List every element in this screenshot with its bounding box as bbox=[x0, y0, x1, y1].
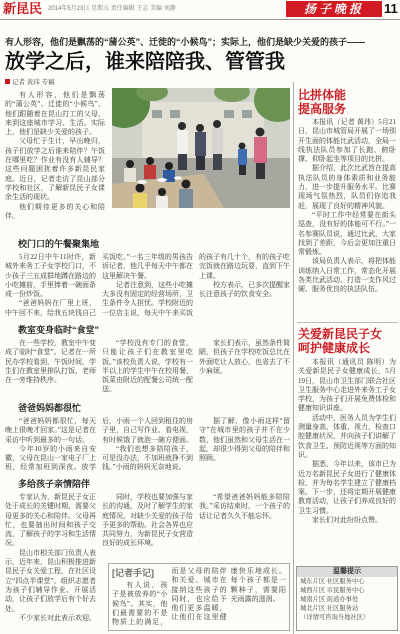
body-paragraph: 昆山市相关部门负责人表示，近年来，昆山积极推进新昆民子女关爱工程，在社区设立“四点半课堂”，组织志愿者为孩子们辅导作业、开展活动，让孩子们放学后有个好去处。 bbox=[5, 548, 96, 613]
section-title: 教室变身临时“食堂” bbox=[18, 325, 100, 335]
body-paragraph: 据了解，像小雨这样“留守”在城市里的孩子并不在少数，他们虽然和父母生活在一起，却很少得到父母的陪伴和照顾。 bbox=[199, 417, 290, 463]
sidebar-rule bbox=[297, 322, 398, 323]
body-paragraph: “爸爸妈妈在厂里上班，中午回不来，给我五块钱自己买饭吃。”一名三年级的男孩告诉记者，他几乎每天中午都在这里解决午餐。 bbox=[5, 253, 193, 317]
headline: 放学之后，谁来陪陪我、管管我 bbox=[5, 51, 285, 73]
sidebar-paragraph: 据介绍，此次比武旨在提高执法队员的身体素质和业务能力，进一步提升服务水平。比赛现场气氛热烈，队员们你追我赶，展现了良好的精神风貌。 bbox=[298, 164, 396, 210]
section-title: 校门口的午餐聚集地 bbox=[18, 239, 100, 249]
notice-title: 温馨提示 bbox=[297, 567, 397, 577]
sidebar-paragraph: 本报讯（通讯员 陈明）为关爱新昆民子女健康成长，5月19日，昆山市卫生部门联合社区卫生服务中心走进外来务工子女学校，为孩子们开展免费体检和健康知识讲座。 bbox=[298, 358, 396, 413]
body-paragraph: “希望爸爸妈妈能多陪陪我。”采访结束时，一个孩子的话让记者久久不能忘怀。 bbox=[199, 493, 290, 520]
body-paragraph: 今年10岁的小雨来自安徽，父母在昆山一家电子厂上班，经常加班到深夜。放学后，小雨一个人回到租住的房子里，自己写作业、看电视，有时候饿了就泡一碗方便面。 bbox=[5, 417, 193, 472]
sidebar-title-line: 呵护健康成长 bbox=[298, 341, 371, 355]
notes-paragraph: 有人说，孩子是被放养的“小候鸟”。其实，他们最需要的不是物质上的满足，而是父母的陪伴和关爱。城市在接纳这些孩子的同时，也应给予他们更多温暖，让他们在这里健康快乐地成长。每个孩子都是一颗种子，需要阳光雨露的滋润。 bbox=[112, 567, 286, 627]
byline-text: 记者 黄玮 专稿 bbox=[12, 79, 55, 86]
intro-paragraph: 父母忙于生计，早出晚归，孩子们放学之后谁来陪伴？午饭在哪里吃？作业有没有人辅导？这些问题困扰着许多新昆民家庭。近日，记者走访了昆山部分学校和社区，了解新昆民子女课余生活的现状。 bbox=[5, 137, 105, 202]
body-paragraph: 5月22日中午11时许，新城外来务工子女学校门口，不少孩子三五成群地蹲在路边的小吃摊前，手里捧着一碗面条或一份炒饭。 bbox=[5, 253, 96, 299]
notice-line: （详情可咨询当地社区） bbox=[300, 614, 370, 621]
section-body-right bbox=[102, 493, 290, 559]
section-body bbox=[5, 339, 290, 400]
section-title: 多给孩子亲情陪伴 bbox=[18, 479, 91, 489]
notice-line: 城西片区 市民服务中心 bbox=[300, 587, 365, 594]
reporter-notes-title: [记者手记] bbox=[112, 568, 154, 578]
section-title: 爸爸妈妈都很忙 bbox=[18, 403, 82, 413]
sidebar-story-title bbox=[298, 327, 396, 355]
body-paragraph: 家长们表示，虽然条件简陋，但孩子在学校吃饭总比在外面吃让人放心，也省去了不少麻烦。 bbox=[199, 339, 290, 375]
sidebar-title-line: 提高服务 bbox=[298, 102, 347, 116]
intro-column bbox=[5, 91, 105, 236]
sidebar-story-body bbox=[298, 358, 396, 560]
column-divider bbox=[293, 82, 294, 634]
sidebar-title-line: 关爱新昆民子女 bbox=[298, 327, 383, 341]
intro-paragraph: 有人形容，他们是飘荡的“蒲公英”、迁徙的“小候鸟”，他们跟随着在昆山打工的父母，来到这座城市学习、生活。实际上，他们是缺少关爱的孩子。 bbox=[5, 91, 105, 137]
byline-marker-icon bbox=[5, 79, 10, 84]
section-body bbox=[5, 253, 290, 319]
reporter-notes-box bbox=[108, 563, 290, 631]
header-rule bbox=[0, 19, 400, 20]
sidebar-story-title bbox=[298, 88, 396, 116]
body-paragraph: “学校没有专门的食堂，只能让孩子们在教室里吃饭。”该校负责人说，学校有一半以上的学生中午在校用餐，饭菜由附近的配餐公司统一配送。 bbox=[102, 339, 193, 394]
sidebar-paragraph: 活动中，医务人员为学生们测量身高、体重、视力，检查口腔健康状况，并向孩子们讲解了饮食卫生、预防近视等方面的知识。 bbox=[298, 413, 396, 459]
notice-line: 城北片区 社区服务站 bbox=[300, 605, 359, 612]
body-paragraph: 同时，学校也要加强与家长的沟通，及时了解学生的家庭情况，对缺少关爱的孩子给予更多的帮助。社会各界也应共同努力，为新昆民子女营造良好的成长环境。 bbox=[102, 493, 193, 548]
section-label: 新昆民 bbox=[3, 1, 43, 16]
article-photo bbox=[112, 88, 290, 208]
reporter-notes-body bbox=[112, 567, 286, 628]
body-paragraph: “我们也想多陪陪孩子，可是没办法，不加班就挣不到钱。”小雨的妈妈无奈地说。 bbox=[102, 444, 193, 472]
body-paragraph: 专家认为，新昆民子女正处于成长的关键时期，需要父母更多的关心和陪伴。父母再忙，也要抽出时间和孩子交流，了解孩子的学习和生活情况。 bbox=[5, 493, 96, 548]
newspaper-logo bbox=[286, 1, 382, 17]
notice-line: 城南片区 街道办事处 bbox=[300, 596, 359, 603]
notice-line: 城东片区 社区服务中心 bbox=[300, 578, 365, 585]
section-body-left bbox=[5, 493, 96, 633]
body-paragraph: 记者注意到，这些小吃摊大多没有固定的经营场所，卫生条件令人担忧。学校附近的一位店主说，每天中午来买饭的孩子有几十个，有的孩子吃完饭就在路边玩耍，直到下午上课。 bbox=[102, 253, 290, 317]
sidebar-paragraph: 据悉，今年以来，该市已为近万名新昆民子女进行了健康体检，并为每名学生建立了健康档案。下一步，还将定期开展健康教育活动，让孩子们养成良好的卫生习惯。 bbox=[298, 460, 396, 515]
body-paragraph: “爸爸妈妈都很忙，每天晚上很晚才回家。”这是记者在采访中听到最多的一句话。 bbox=[5, 417, 96, 444]
page-number: 11 bbox=[384, 1, 398, 16]
kicker: 有人形容，他们是飘荡的“蒲公英”、迁徙的“小候鸟”；实际上，他们是缺少关爱的孩子—— bbox=[5, 37, 366, 47]
body-paragraph: 在一些学校，教室中午变成了临时“食堂”。记者在一所民办学校看到，午饭时间，学生们在教室里排队打饭，老师在一旁维持秩序。 bbox=[5, 339, 96, 385]
sidebar-paragraph: “平时工作中经常要在街头巡查，没有好的体能可不行。”一名参赛队员说，通过比武，大家找到了差距，今后会更加注重日常锻炼。 bbox=[298, 210, 396, 257]
intro-paragraph: 他们期待更多的关心和陪伴。 bbox=[5, 202, 105, 220]
sidebar-paragraph: 家长们对此纷纷点赞。 bbox=[312, 516, 382, 525]
sidebar-title-line: 比拼体能 bbox=[298, 88, 347, 102]
sidebar-paragraph: 本报讯（记者 黄玮）5月21日，昆山市城管局开展了一场别开生面的体能比武活动，全局一线执法队员参加了长跑、俯卧撑、仰卧起坐等项目的比拼。 bbox=[298, 118, 396, 164]
logo-text: 扬子晚报 bbox=[303, 2, 364, 16]
sidebar-story-body bbox=[298, 118, 396, 320]
notice-box bbox=[296, 566, 398, 631]
body-paragraph: 不少家长对此表示欢迎。 bbox=[19, 613, 96, 622]
issue-meta: 2014年5月23日 星期五 责任编辑 王志 美编 刘静 bbox=[48, 6, 176, 12]
byline bbox=[5, 79, 55, 87]
sidebar-paragraph: 该局负责人表示，将把体能训练纳入日常工作，常态化开展各类比武活动，打造一支作风过硬、服务优良的执法队伍。 bbox=[298, 257, 396, 294]
body-paragraph: 校方表示，已多次提醒家长注意孩子的饮食安全。 bbox=[199, 280, 290, 299]
section-body bbox=[5, 417, 290, 474]
